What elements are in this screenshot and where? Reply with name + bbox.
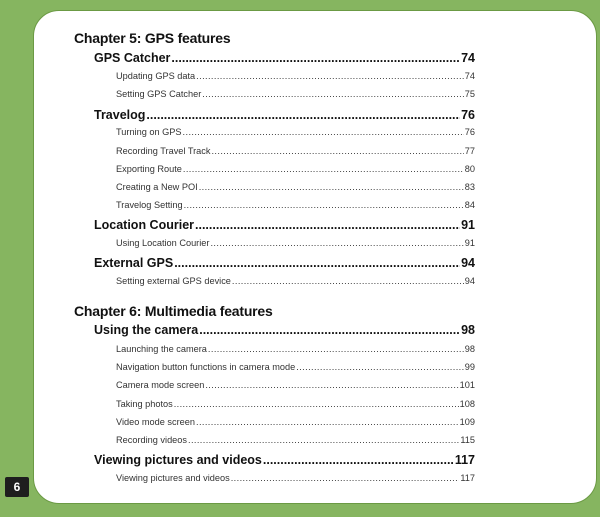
- subsection-page: 94: [464, 276, 475, 286]
- dot-leader: [171, 51, 460, 65]
- toc-subsection-entry[interactable]: [116, 146, 475, 156]
- dot-leader: [195, 218, 460, 232]
- subsection-label: Using Location Courier: [116, 238, 210, 248]
- dot-leader: [211, 146, 463, 156]
- subsection-page: 91: [464, 238, 475, 248]
- toc-subsection-entry[interactable]: [116, 399, 475, 409]
- subsection-page: 99: [464, 362, 475, 372]
- toc-subsection-entry[interactable]: [116, 417, 475, 427]
- dot-leader: [199, 323, 460, 337]
- toc-subsection-entry[interactable]: [116, 127, 475, 137]
- subsection-label: Recording videos: [116, 435, 187, 445]
- section-page: 117: [454, 453, 475, 467]
- subsection-page: 83: [464, 182, 475, 192]
- toc-section-entry[interactable]: [94, 108, 475, 122]
- section-page: 94: [461, 256, 475, 270]
- subsection-page: 101: [459, 380, 475, 390]
- subsection-label: Setting external GPS device: [116, 276, 231, 286]
- dot-leader: [146, 108, 460, 122]
- section-page: 76: [461, 108, 475, 122]
- section-label: Location Courier: [94, 218, 195, 232]
- toc-subsection-entry[interactable]: [116, 276, 475, 286]
- toc-subsection-entry[interactable]: [116, 164, 475, 174]
- subsection-label: Video mode screen: [116, 417, 195, 427]
- chapter-title: Chapter 5: GPS features: [74, 30, 231, 46]
- toc-subsection-entry[interactable]: [116, 182, 475, 192]
- section-label: Viewing pictures and videos: [94, 453, 262, 467]
- subsection-page: 109: [459, 417, 475, 427]
- subsection-page: 115: [460, 435, 475, 445]
- dot-leader: [202, 89, 463, 99]
- subsection-label: Camera mode screen: [116, 380, 205, 390]
- dot-leader: [210, 238, 463, 248]
- section-label: Travelog: [94, 108, 146, 122]
- section-page: 91: [461, 218, 475, 232]
- dot-leader: [232, 276, 464, 286]
- toc-subsection-entry[interactable]: [116, 238, 475, 248]
- subsection-page: 74: [464, 71, 475, 81]
- subsection-label: Setting GPS Catcher: [116, 89, 202, 99]
- toc-subsection-entry[interactable]: [116, 71, 475, 81]
- subsection-page: 108: [459, 399, 475, 409]
- toc-section-entry[interactable]: [94, 51, 475, 65]
- toc-section-entry[interactable]: [94, 218, 475, 232]
- section-page: 74: [461, 51, 475, 65]
- subsection-page: 76: [464, 127, 475, 137]
- subsection-page: 75: [464, 89, 475, 99]
- subsection-label: Updating GPS data: [116, 71, 196, 81]
- dot-leader: [188, 435, 459, 445]
- section-label: External GPS: [94, 256, 174, 270]
- subsection-label: Creating a New POI: [116, 182, 198, 192]
- dot-leader: [296, 362, 464, 372]
- dot-leader: [174, 256, 460, 270]
- subsection-label: Launching the camera: [116, 344, 207, 354]
- dot-leader: [183, 164, 464, 174]
- dot-leader: [183, 127, 464, 137]
- subsection-label: Turning on GPS: [116, 127, 182, 137]
- subsection-page: 84: [464, 200, 475, 210]
- toc-section-entry[interactable]: [94, 453, 475, 467]
- subsection-label: Navigation button functions in camera mode: [116, 362, 296, 372]
- dot-leader: [205, 380, 458, 390]
- section-label: Using the camera: [94, 323, 199, 337]
- section-label: GPS Catcher: [94, 51, 171, 65]
- toc-subsection-entry[interactable]: [116, 380, 475, 390]
- subsection-page: 98: [464, 344, 475, 354]
- toc-subsection-entry[interactable]: [116, 344, 475, 354]
- toc-section-entry[interactable]: [94, 323, 475, 337]
- dot-leader: [196, 417, 459, 427]
- subsection-label: Exporting Route: [116, 164, 182, 174]
- subsection-label: Recording Travel Track: [116, 146, 211, 156]
- toc-section-entry[interactable]: [94, 256, 475, 270]
- dot-leader: [184, 200, 464, 210]
- toc-subsection-entry[interactable]: [116, 435, 475, 445]
- subsection-page: 80: [464, 164, 475, 174]
- subsection-label: Taking photos: [116, 399, 173, 409]
- subsection-label: Viewing pictures and videos: [116, 473, 230, 483]
- toc-subsection-entry[interactable]: [116, 89, 475, 99]
- subsection-page: 77: [464, 146, 475, 156]
- dot-leader: [208, 344, 464, 354]
- dot-leader: [196, 71, 464, 81]
- toc-subsection-entry[interactable]: [116, 362, 475, 372]
- page-number-badge: 6: [5, 477, 29, 497]
- dot-leader: [231, 473, 460, 483]
- dot-leader: [263, 453, 454, 467]
- subsection-label: Travelog Setting: [116, 200, 183, 210]
- subsection-page: 117: [460, 473, 475, 483]
- dot-leader: [199, 182, 464, 192]
- section-page: 98: [461, 323, 475, 337]
- chapter-title: Chapter 6: Multimedia features: [74, 303, 273, 319]
- dot-leader: [174, 399, 459, 409]
- toc-subsection-entry[interactable]: [116, 200, 475, 210]
- toc-subsection-entry[interactable]: [116, 473, 475, 483]
